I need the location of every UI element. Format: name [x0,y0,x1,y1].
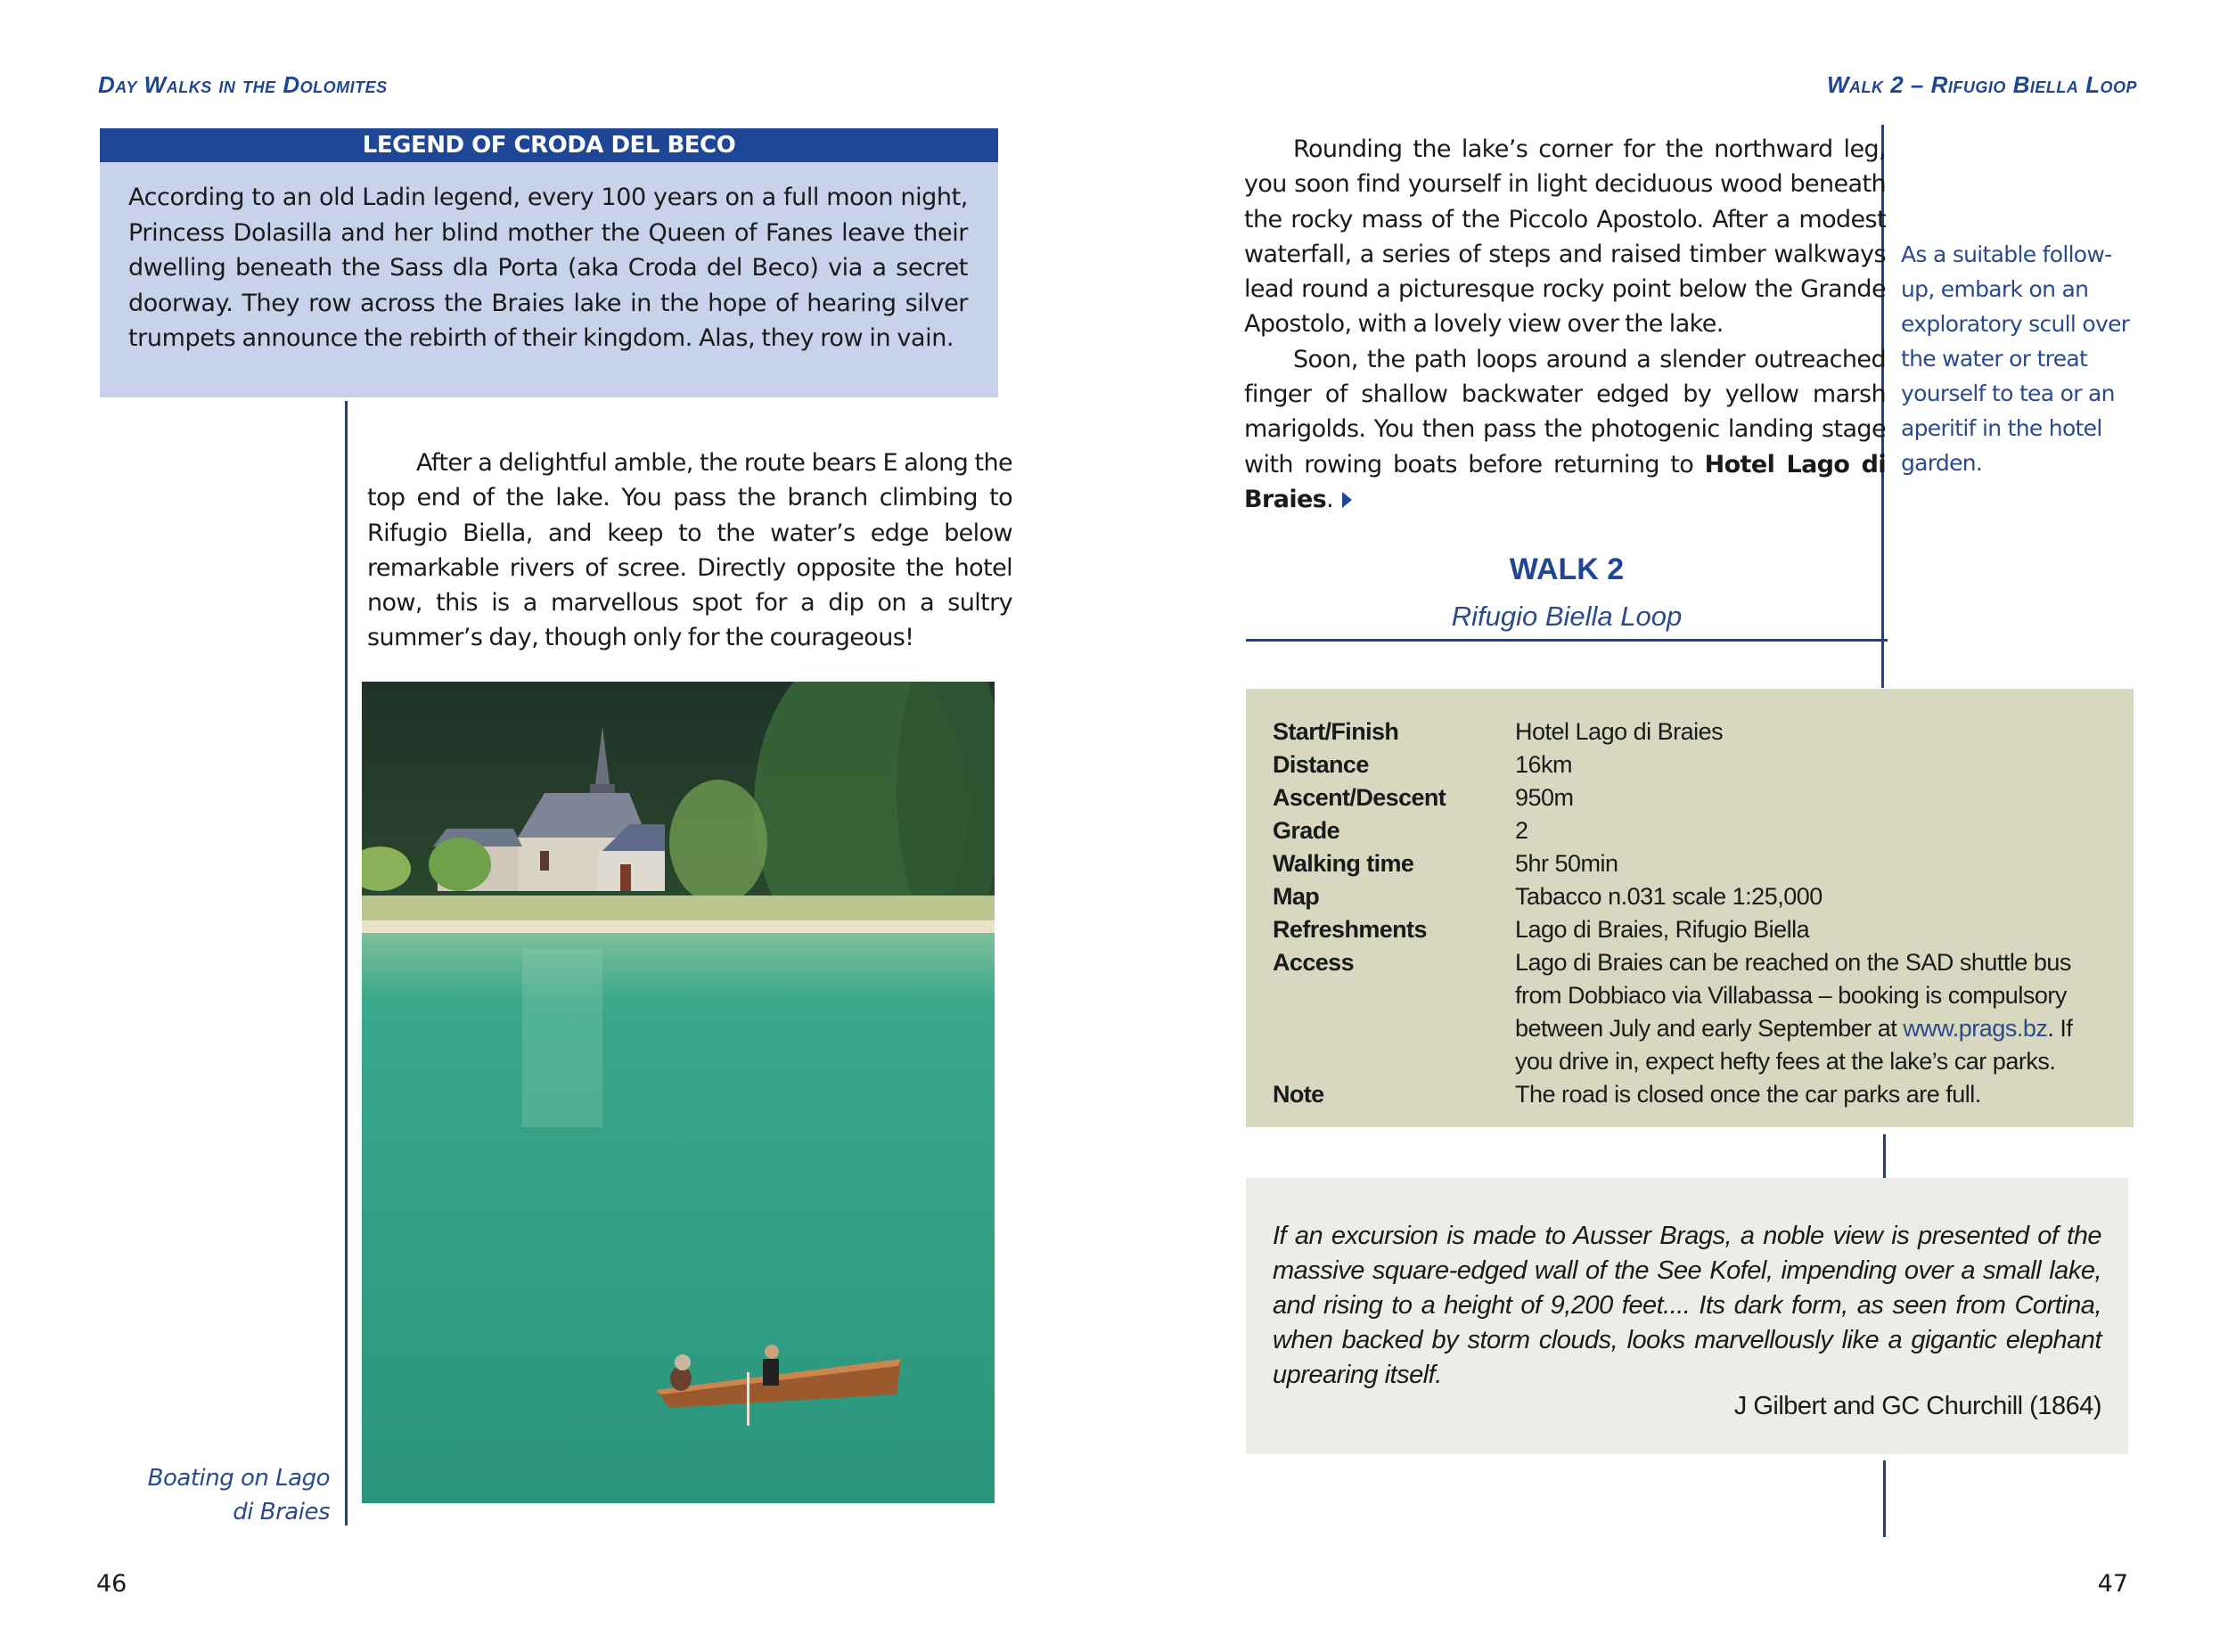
left-body-text [367,446,1012,656]
info-value: 2 [1515,817,1528,844]
info-row-ascent [1273,781,2094,814]
info-label: Access [1273,949,1354,976]
info-label: Ascent/Descent [1273,784,1446,811]
walk-info-box [1246,689,2134,1127]
paragraph-2-end: . [1326,485,1334,513]
info-label: Map [1273,883,1320,910]
info-row-map [1273,880,2094,913]
info-value: Tabacco n.031 scale 1:25,000 [1515,883,1823,910]
right-body-text [1244,132,1886,517]
info-value [1515,946,2094,1078]
left-column-rule [345,401,348,1525]
page-number-right: 47 [2097,1570,2128,1598]
walk-title: WALK 2 [1509,552,1625,586]
access-text-end: . If you drive in, expect hefty fees at the lake’s car parks. [1515,1015,2073,1075]
info-value: Lago di Braies, Rifugio Biella [1515,916,1810,943]
quote-text: If an excursion is made to Ausser Brags, a noble view is presented of the massive square-edged wall of the See Kofel, impending over a small lake, and rising to a height of 9,200 feet.... Its dark form, as seen from Cortina, when backed by storm clouds, looks marvellously like a gigantic elephant uprearing itself. [1273,1222,2101,1389]
info-label: Grade [1273,817,1340,844]
walk-subtitle: Rifugio Biella Loop [1451,601,1683,632]
paragraph-1: Rounding the lake’s corner for the northward leg, you soon find yourself in light deciduous wood beneath the rocky mass of the Piccolo Apostolo. After a modest waterfall, a series of steps and raised timber walkways lead round a picturesque rocky point below the Grande Apostolo, with a lovely view over the lake. [1244,135,1886,339]
prags-link[interactable]: www.prags.bz [1903,1015,2048,1042]
photo-caption-line1: Boating on Lago [147,1465,330,1492]
walk-info-table [1273,716,2094,1111]
paragraph-2-text: Soon, the path loops around a slender outreached finger of shallow backwater edged by yellow marsh marigolds. You then pass the photogenic landing stage with rowing boats before returning to [1244,345,1886,478]
paragraph-2 [1244,342,1886,517]
info-value: The road is closed once the car parks are full. [1515,1081,1981,1108]
info-label: Walking time [1273,850,1414,877]
legend-box [100,128,998,397]
info-row-start [1273,716,2094,748]
info-row-note [1273,1078,2094,1111]
hotel-name: Hotel Lago di Braies [1244,450,1886,513]
info-row-distance [1273,748,2094,781]
info-label: Distance [1273,751,1369,778]
lake-photo-image [362,682,995,1503]
info-value: 16km [1515,751,1573,778]
info-row-grade [1273,814,2094,847]
triangle-right-icon [1342,492,1352,508]
photo-caption [107,1461,330,1529]
walk-title-underline [1246,639,1888,642]
paragraph: After a delightful amble, the route bears E along the top end of the lake. You pass the branch climbing to Rifugio Biella, and keep to the water’s edge below remarkable rivers of scree. Directly opposite the hotel now, this is a marvellous spot for a dip on a sultry summer’s day, though only for the courageous! [367,449,1012,652]
right-column-rule-bottom [1883,1460,1886,1537]
running-head-right: Walk 2 – Rifugio Biella Loop [1826,71,2137,98]
quote-box [1246,1178,2128,1454]
info-row-time [1273,847,2094,880]
quote-attribution: J Gilbert and GC Churchill (1864) [1733,1392,2101,1420]
info-value: Hotel Lago di Braies [1515,718,1724,745]
legend-text: According to an old Ladin legend, every 100 years on a full moon night, Princess Dolasilla and her blind mother the Queen of Fanes leave their dwelling beneath the Sass dla Porta (aka Croda del Beco) via a secret doorway. They row across the Braies lake in the hope of hearing silver trumpets announce the rebirth of their kingdom. Alas, they row in vain. [128,184,968,352]
legend-title: LEGEND OF CRODA DEL BECO [100,128,998,162]
running-head-left: Day Walks in the Dolomites [98,71,388,98]
photo-caption-line2: di Braies [233,1499,330,1525]
lake-photo [362,682,995,1503]
info-value: 5hr 50min [1515,850,1618,877]
access-text: Lago di Braies can be reached on the SAD shuttle bus from Dobbiaco via Villabassa – booking is compulsory between July and early September at [1515,949,2071,1042]
sidebar-note: As a suitable follow-up, embark on an exploratory scull over the water or treat yourself to tea or an aperitif in the hotel garden. [1901,241,2130,476]
info-label: Start/Finish [1273,718,1399,745]
info-row-access [1273,946,2094,1078]
info-label: Note [1273,1081,1324,1108]
page-number-left: 46 [96,1570,127,1598]
info-row-refreshments [1273,913,2094,946]
info-label: Refreshments [1273,916,1427,943]
info-value: 950m [1515,784,1574,811]
